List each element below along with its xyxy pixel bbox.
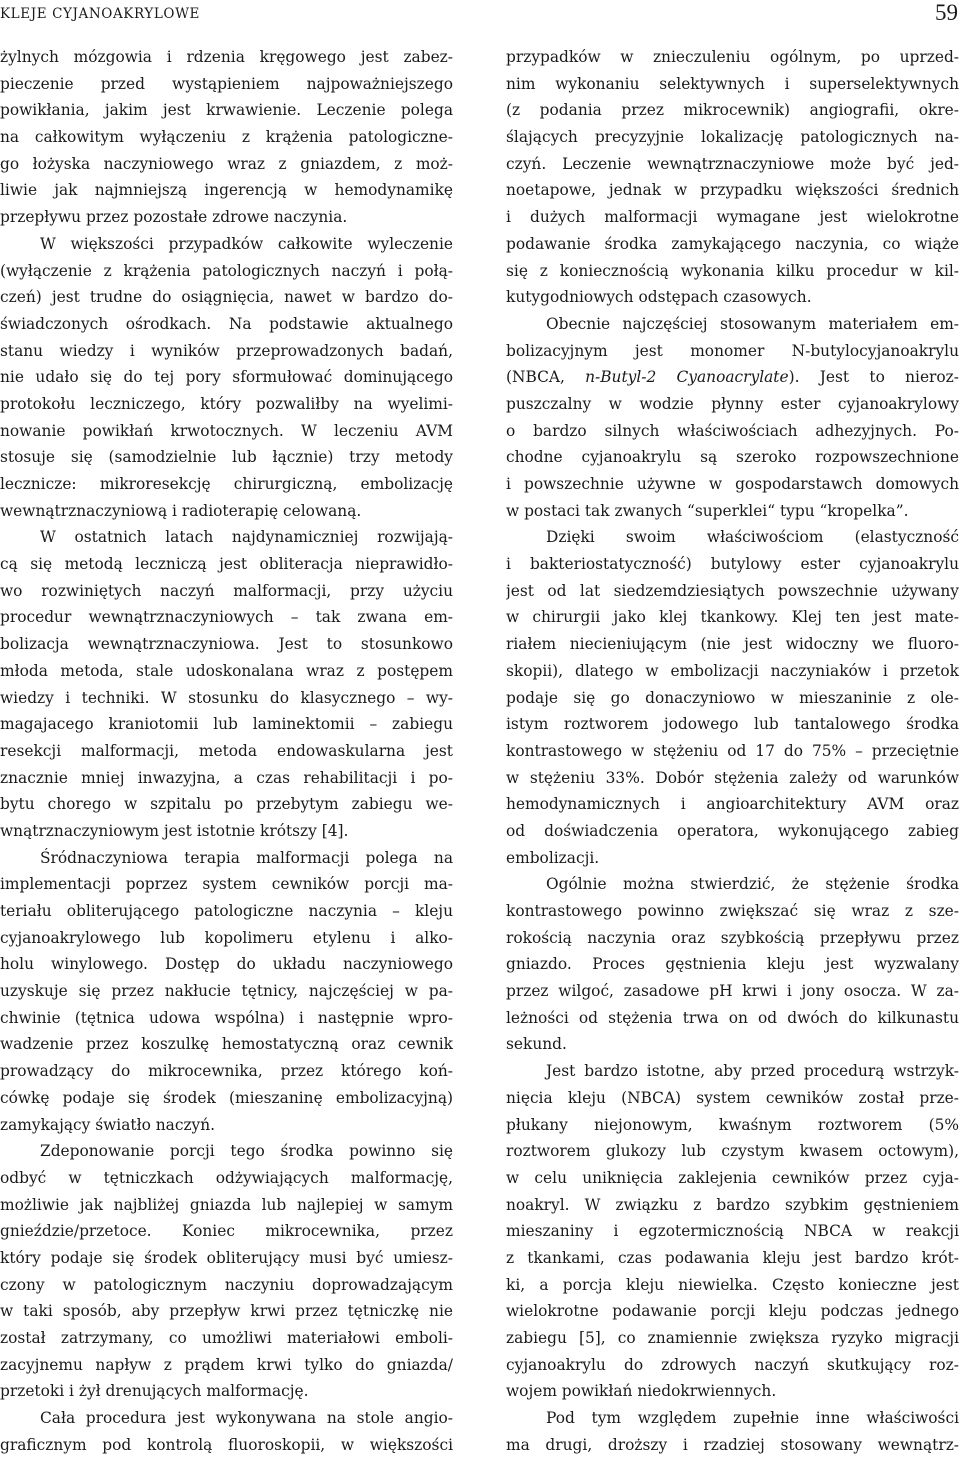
text-line: pieczenie przed wystąpieniem najpoważniejszego xyxy=(0,74,453,93)
text-line: skopii), dlatego w embolizacji naczyniaków i przetok xyxy=(506,661,959,680)
text-line: gnieździe/przetoce. Koniec mikrocewnika, przez xyxy=(0,1222,453,1241)
text-line: cówkę podaje się środek (mieszaninę embolizacyjną) xyxy=(0,1088,453,1107)
text-line: puszczalny w wodzie płynny ester cyjanoakrylowy xyxy=(506,394,959,413)
text-line: kontrastowego powinno zwiększać się wraz z sze- xyxy=(506,902,959,920)
text-line: holu winylowego. Dostęp do układu naczyniowego xyxy=(0,955,453,974)
text-line: znacznie mniej inwazyjna, a czas rehabilitacji i po- xyxy=(0,768,453,787)
text-line: na całkowitym wyłączeniu z krążenia patologiczne- xyxy=(0,128,453,147)
text-line: protokołu leczniczego, który pozwaliłby na wyelimi- xyxy=(0,394,453,413)
text-line: (NBCA, n-Butyl-2 Cyanoacrylate). Jest to nieroz- xyxy=(506,368,959,387)
text-line: podawanie środka zamykającego naczynia, co wiąże xyxy=(506,234,959,253)
text-line: kutygodniowych odstępach czasowych. xyxy=(506,288,812,307)
text-line: prowadzący do mikrocewnika, przez którego koń- xyxy=(0,1062,453,1081)
text-line: nowanie powikłań krwotocznych. W leczeniu AVM xyxy=(0,421,453,440)
text-line: leżności od stężenia trwa on od dwóch do kilkunastu xyxy=(506,1008,959,1027)
text-line: mieszaniny i egzotermicznością NBCA w reakcji xyxy=(506,1222,959,1241)
text-line: czony w patologicznym naczyniu doprowadzającym xyxy=(0,1275,453,1294)
text-line: od doświadczenia operatora, wykonującego zabieg xyxy=(506,821,959,840)
text-line: i powszechnie używne w gospodarstawch domowych xyxy=(506,475,959,493)
text-line: chodne cyjanoakrylu są szeroko rozpowszechnione xyxy=(506,448,959,467)
text-line: noakryl. W związku z bardzo szybkim gęstnieniem xyxy=(506,1195,959,1214)
text-line: istym roztworem jodowego lub tantalowego środka xyxy=(506,715,959,734)
text-line: wo rozwiniętych naczyń malformacji, przy użyciu xyxy=(0,581,453,600)
text-line: procedur wewnątrznaczyniowych – tak zwana em- xyxy=(0,608,453,627)
text-line: i bakteriostatyczność) butylowy ester cyjanoakrylu xyxy=(506,555,959,574)
text-line: powikłania, jakim jest krwawienie. Leczenie polega xyxy=(0,101,453,120)
text-line: w stężeniu 33%. Dobór stężenia zależy od warunków xyxy=(506,768,959,787)
text-line: Ogólnie można stwierdzić, że stężenie środka xyxy=(546,875,959,894)
text-line: implementacji poprzez system cewników porcji ma- xyxy=(0,875,453,894)
text-line: w chirurgii jako klej tkankowy. Klej ten jest mate- xyxy=(506,608,959,627)
text-line: który podaje się środek obliterujący musi być umiesz- xyxy=(0,1248,453,1267)
text-line: zamykający światło naczyń. xyxy=(0,1115,216,1134)
text-line: ki, a porcja kleju niewielka. Często konieczne jest xyxy=(506,1275,959,1294)
text-line: (wyłączenie z krążenia patologicznych naczyń i połą- xyxy=(0,261,453,280)
text-line: nięcia kleju (NBCA) system cewników został prze- xyxy=(506,1088,959,1107)
text-line: W ostatnich latach najdynamiczniej rozwijają- xyxy=(40,528,453,547)
text-line: liwie jak najmniejszą ingerencją w hemodynamikę xyxy=(0,181,453,200)
text-line: roztworem glukozy lub czystym kwasem octowym), xyxy=(506,1142,959,1161)
text-line: czyń. Leczenie wewnątrznaczyniowe może być jed- xyxy=(506,154,959,173)
text-line: Zdeponowanie porcji tego środka powinno się xyxy=(40,1142,453,1161)
text-line: odbyć w tętniczkach odżywiających malformację, xyxy=(0,1168,453,1187)
text-line: magajacego kraniotomii lub laminektomii – zabiegu xyxy=(0,715,453,734)
text-line: lecznicze: mikroresekcję chirurgiczną, embolizację xyxy=(0,475,453,493)
text-line: embolizacji. xyxy=(506,848,600,867)
text-line: został zatrzymany, co umożliwi materiałowi emboli- xyxy=(0,1329,453,1347)
text-line: się z koniecznością wykonania kilku procedur w kil- xyxy=(506,261,959,280)
text-line: przypadków w znieczuleniu ogólnym, po uprzed- xyxy=(506,48,959,66)
text-line: Cała procedura jest wykonywana na stole angio- xyxy=(40,1409,453,1428)
text-line: ślających precyzyjnie lokalizację patologicznych na- xyxy=(506,128,959,147)
text-line: o bardzo silnych właściwościach adhezyjnych. Po- xyxy=(506,421,959,440)
text-line: w celu uniknięcia zaklejenia cewników przez cyja- xyxy=(506,1168,959,1187)
text-line: podaje się go donaczyniowo w mieszaninie z ole- xyxy=(506,688,959,707)
text-line: Obecnie najczęściej stosowanym materiałem em- xyxy=(546,314,959,333)
text-line: bytu chorego w szpitalu po przebytym zabiegu we- xyxy=(0,795,453,814)
text-line: sekund. xyxy=(506,1035,567,1054)
paragraph xyxy=(506,871,959,1058)
text-line: wielokrotne podawanie porcji kleju podczas jednego xyxy=(506,1302,959,1321)
text-line: Dzięki swoim właściwościom (elastyczność xyxy=(546,528,959,547)
text-line: żylnych mózgowia i rdzenia kręgowego jest zabez- xyxy=(0,48,453,66)
text-line: w taki sposób, aby przepływ krwi przez tętniczkę nie xyxy=(0,1302,453,1321)
left-column xyxy=(0,44,453,1458)
paragraph xyxy=(506,311,959,525)
text-line: i dużych malformacji wymagane jest wielokrotne xyxy=(506,208,959,227)
text-line: wewnątrznaczyniową i radioterapię celowaną. xyxy=(0,501,362,520)
text-line: młoda metoda, stale udoskonalana wraz z postępem xyxy=(0,661,453,680)
text-line: cyjanoakrylowego lub kopolimeru etylenu i alko- xyxy=(0,928,453,947)
text-line: ma drugi, droższy i rzadziej stosowany wewnątrz- xyxy=(506,1435,959,1454)
text-line: (z podania przez mikrocewnik) angiografii, okre- xyxy=(506,101,959,120)
text-line: bolizacyjnym jest monomer N-butylocyjanoakrylu xyxy=(506,341,959,360)
text-line: W większości przypadków całkowite wyleczenie xyxy=(40,234,453,253)
text-line: hemodynamicznych i angioarchitektury AVM oraz xyxy=(506,795,959,814)
text-line: noetapowe, jednak w przypadku większości średnich xyxy=(506,181,959,200)
text-line: zabiegu [5], co znamiennie zwiększa ryzyko migracji xyxy=(506,1329,959,1347)
text-line: wnątrznaczyniowym jest istotnie krótszy [4]. xyxy=(0,821,349,840)
text-line: graficznym pod kontrolą fluoroskopii, w większości xyxy=(0,1435,453,1454)
text-line: płukany niejonowym, kwaśnym roztworem (5% xyxy=(506,1115,959,1134)
text-line: z tkankami, czas podawania kleju jest bardzo krót- xyxy=(506,1248,959,1267)
text-line: wojem powikłań niedokrwiennych. xyxy=(506,1382,777,1401)
text-line: wiedzy i techniki. W stosunku do klasycznego – wy- xyxy=(0,688,453,707)
text-line: kontrastowego w stężeniu od 17 do 75% – przeciętnie xyxy=(506,741,959,760)
text-line: przetoki i żył drenujących malformację. xyxy=(0,1382,309,1401)
paragraph xyxy=(506,524,959,871)
paragraph xyxy=(506,1405,959,1458)
text-line: w postaci tak zwanych “superklei“ typu “kropelka”. xyxy=(506,501,909,520)
text-line: chwinie (tętnica udowa wspólna) i następnie wpro- xyxy=(0,1008,453,1027)
text-line: uzyskuje się przez nakłucie tętnicy, najczęściej w pa- xyxy=(0,982,453,1001)
paragraph xyxy=(0,44,453,231)
paragraph xyxy=(0,231,453,525)
text-line: bolizacja wewnątrznaczyniowa. Jest to stosunkowo xyxy=(0,635,453,654)
text-line: Pod tym względem zupełnie inne właściwości xyxy=(546,1409,959,1428)
latin-term: n-Butyl-2 Cyanoacrylate xyxy=(585,368,789,387)
paragraph xyxy=(506,1058,959,1405)
text-line: go łożyska naczyniowego wraz z gniazdem, z moż- xyxy=(0,154,453,173)
page-number: 59 xyxy=(935,0,958,25)
text-line: świadczonych ośrodkach. Na podstawie aktualnego xyxy=(0,314,453,333)
right-column xyxy=(506,44,959,1458)
text-line: stanu wiedzy i wyników przeprowadzonych badań, xyxy=(0,341,453,360)
text-line: riałem niecieniującym (nie jest widoczny we fluoro- xyxy=(506,635,959,654)
paragraph xyxy=(506,44,959,311)
text-line: czeń) jest trudne do osiągnięcia, nawet w bardzo do- xyxy=(0,288,453,307)
text-line: nim wykonaniu selektywnych i superselektywnych xyxy=(506,74,959,93)
text-line: przepływu przez pozostałe zdrowe naczynia. xyxy=(0,208,348,227)
paragraph xyxy=(0,524,453,844)
text-line: gniazdo. Proces gęstnienia kleju jest wyzwalany xyxy=(506,955,959,974)
paragraph xyxy=(0,1405,453,1458)
text-line: stosuje się (samodzielnie lub łącznie) trzy metody xyxy=(0,448,453,467)
text-line: cą się metodą leczniczą jest obliteracja nieprawidło- xyxy=(0,555,453,574)
text-line: możliwie jak najbliżej gniazda lub najlepiej w samym xyxy=(0,1195,453,1214)
running-head-title: KLEJE CYJANOAKRYLOWE xyxy=(0,6,201,22)
text-line: rokością naczynia oraz szybkością przepływu przez xyxy=(506,928,959,947)
text-line: przez wilgoć, zasadowe pH krwi i jony osocza. W za- xyxy=(506,982,959,1001)
text-line: cyjanoakrylu do zdrowych naczyń skutkujący roz- xyxy=(506,1355,959,1374)
text-line: zacyjnemu napływ z prądem krwi tylko do gniazda/ xyxy=(0,1355,453,1374)
text-line: resekcji malformacji, metoda endowaskularna jest xyxy=(0,741,453,760)
text-line: wadzenie przez koszulkę hemostatyczną oraz cewnik xyxy=(0,1035,453,1054)
text-line: teriału obliterującego patologiczne naczynia – kleju xyxy=(0,902,453,920)
text-line: nie udało się do tej pory sformułować dominującego xyxy=(0,368,453,387)
paragraph xyxy=(0,845,453,1139)
text-line: jest od lat siedzemdziesiątych powszechnie używany xyxy=(506,581,959,600)
paragraph xyxy=(0,1138,453,1405)
text-line: Śródnaczyniowa terapia malformacji polega na xyxy=(40,848,453,867)
text-line: Jest bardzo istotne, aby przed procedurą wstrzyk- xyxy=(546,1062,959,1081)
